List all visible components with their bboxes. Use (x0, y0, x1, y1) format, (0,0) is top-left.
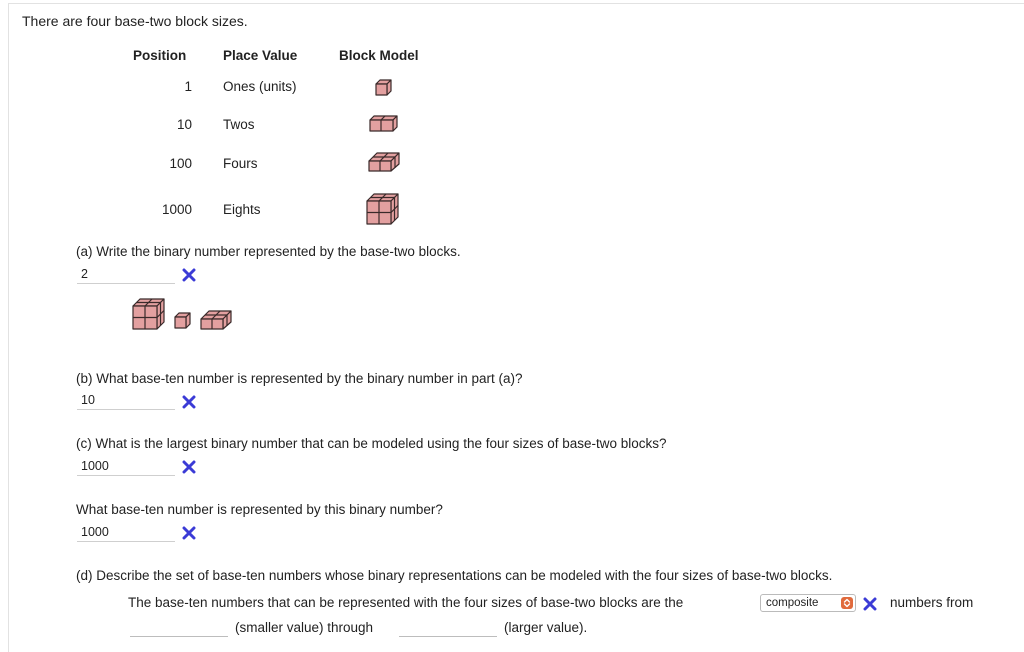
eight-cube-block (132, 298, 166, 330)
incorrect-x-icon (182, 395, 196, 409)
answer-c-input[interactable]: 1000 (77, 456, 175, 476)
row-position-3: 100 (169, 156, 192, 171)
question-d-prompt: (d) Describe the set of base-ten numbers whose binary representations can be modeled with the four sizes of base-two blocks. (76, 568, 833, 583)
content-frame-top (8, 3, 1024, 4)
content-frame-left (8, 3, 9, 652)
unit-cube-block (174, 312, 192, 330)
larger-value-label: (larger value). (504, 620, 588, 635)
four-cube-block (200, 310, 232, 330)
larger-value-input[interactable] (399, 621, 497, 637)
question-b-prompt: (b) What base-ten number is represented by the binary number in part (a)? (76, 371, 523, 386)
row-place-value-3: Fours (223, 156, 258, 171)
incorrect-x-icon (863, 597, 877, 611)
row-position-1: 1 (184, 79, 192, 94)
answer-c2-input[interactable]: 1000 (77, 522, 175, 542)
intro-text: There are four base-two block sizes. (22, 13, 248, 29)
two-cube-block (369, 115, 399, 133)
question-c-prompt: (c) What is the largest binary number that can be modeled using the four sizes of base-two blocks? (76, 436, 667, 451)
header-block-model: Block Model (339, 48, 419, 63)
incorrect-x-icon (182, 268, 196, 282)
number-type-select-value: composite (766, 597, 819, 609)
header-position: Position (133, 48, 187, 63)
question-c2-prompt: What base-ten number is represented by this binary number? (76, 502, 443, 517)
answer-b-input[interactable]: 10 (77, 390, 175, 410)
incorrect-x-icon (182, 460, 196, 474)
number-type-select[interactable] (760, 594, 856, 612)
unit-cube-block (375, 79, 393, 97)
row-place-value-4: Eights (223, 202, 261, 217)
row-place-value-2: Twos (223, 117, 255, 132)
question-d-sentence-mid: numbers from (890, 595, 974, 610)
four-cube-block (368, 152, 400, 172)
question-a-prompt: (a) Write the binary number represented by the base-two blocks. (76, 244, 461, 259)
row-position-2: 10 (176, 117, 192, 132)
header-place-value: Place Value (223, 48, 298, 63)
select-arrows-icon[interactable] (841, 597, 853, 609)
row-place-value-1: Ones (units) (223, 79, 297, 94)
incorrect-x-icon (182, 526, 196, 540)
question-d-sentence-start: The base-ten numbers that can be represented with the four sizes of base-two blocks are the (128, 595, 684, 610)
row-position-4: 1000 (161, 202, 192, 217)
answer-a-input[interactable]: 2 (77, 264, 175, 284)
eight-cube-block (366, 193, 400, 225)
smaller-value-input[interactable] (130, 621, 228, 637)
smaller-value-label: (smaller value) through (235, 620, 374, 635)
